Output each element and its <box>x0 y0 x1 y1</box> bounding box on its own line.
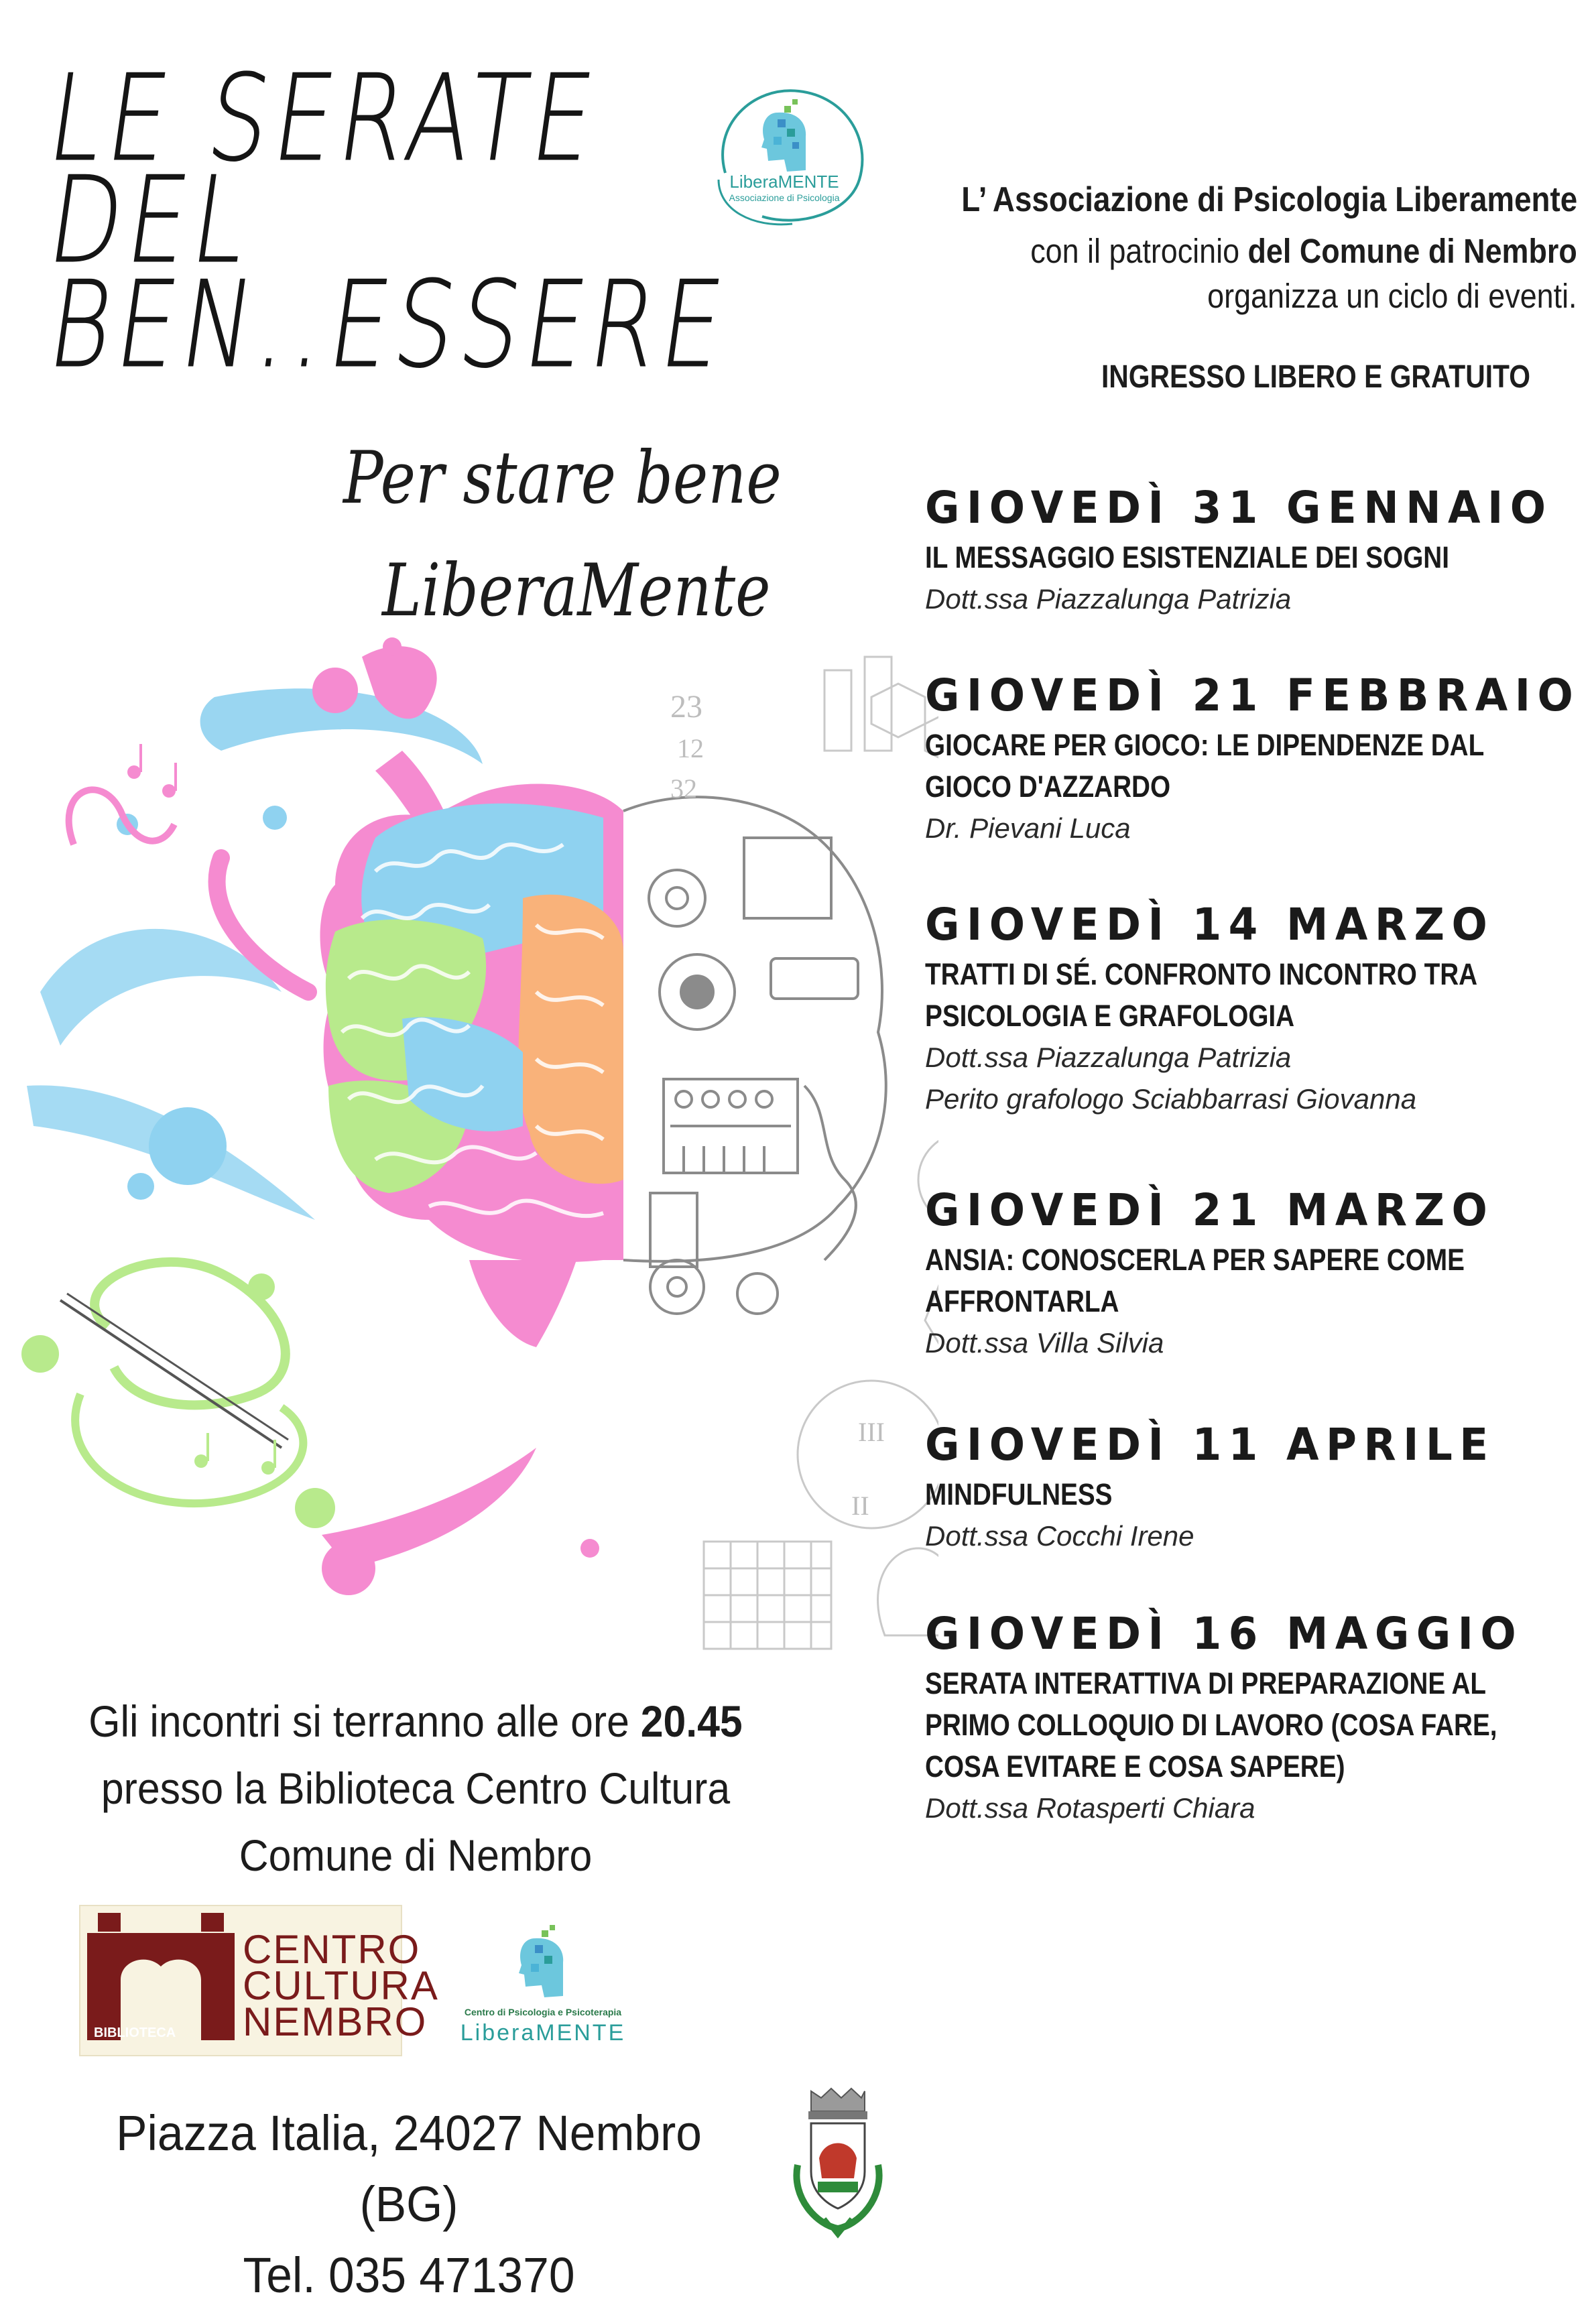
organizer-line-3: organizza un ciclo di eventi. <box>1207 277 1577 315</box>
event-speaker: Dott.ssa Piazzalunga Patrizia <box>925 582 1292 615</box>
logo-name: LiberaMENTE <box>729 172 839 192</box>
event-speaker: Dott.ssa Piazzalunga Patrizia <box>925 1041 1292 1073</box>
svg-text:23: 23 <box>670 689 702 725</box>
liberamente-small-logo <box>449 1925 637 2046</box>
event-speaker: Dott.ssa Villa Silvia <box>925 1326 1164 1359</box>
free-entry-label: INGRESSO LIBERO E GRATUITO <box>1101 359 1530 395</box>
event-1 <box>925 484 1569 620</box>
organizer-line-1: L’ Associazione di Psicologia Liberamente <box>961 180 1577 219</box>
event-date: GIOVEDÌ 21 FEBBRAIO <box>925 670 1581 721</box>
event-date: GIOVEDÌ 31 GENNAIO <box>925 482 1553 534</box>
event-title: GIOCARE PER GIOCO: LE DIPENDENZE DAL GIOCO D'AZZARDO <box>925 727 1484 804</box>
organizer-line-2-bold: del Comune di Nembro <box>1247 232 1577 270</box>
event-4 <box>925 1186 1569 1364</box>
title-line-2: DEL <box>41 151 262 290</box>
meeting-time: 20.45 <box>640 1696 743 1746</box>
event-title: SERATA INTERATTIVA DI PREPARAZIONE AL PRIMO COLLOQUIO DI LAVORO (COSA FARE, COSA EVITARE E COSA SAPERE) <box>925 1666 1497 1784</box>
event-date: GIOVEDÌ 16 MAGGIO <box>925 1608 1524 1660</box>
organizer-line-2 <box>1030 231 1577 271</box>
event-3 <box>925 901 1569 1120</box>
svg-text:III: III <box>858 1417 885 1447</box>
cc-line-1: CENTRO <box>243 1927 421 1972</box>
title-line-1: LE SERATE <box>41 49 608 188</box>
cc-line-2: CULTURA <box>243 1963 439 2008</box>
meeting-place-line: presso la Biblioteca Centro Cultura <box>101 1763 731 1813</box>
meeting-info <box>52 1688 780 1889</box>
liberamente-small-name: LiberaMENTE <box>460 2020 626 2046</box>
event-5 <box>925 1421 1569 1557</box>
subtitle-line-1: Per stare bene <box>343 436 782 520</box>
event-speaker: Dott.ssa Cocchi Irene <box>925 1519 1194 1552</box>
event-2 <box>925 670 1581 849</box>
event-title: IL MESSAGGIO ESISTENZIALE DEI SOGNI <box>925 540 1449 574</box>
meeting-town-line: Comune di Nembro <box>239 1830 593 1880</box>
liberamente-small-graphic <box>449 1925 637 2005</box>
phone-line: Tel. 035 471370 <box>243 2247 575 2303</box>
event-speaker: Dott.ssa Rotasperti Chiara <box>925 1792 1255 1824</box>
biblioteca-label: BIBLIOTECA <box>94 2025 176 2040</box>
centro-cultura-logo <box>79 1905 439 2056</box>
svg-text:32: 32 <box>670 773 697 804</box>
event-speaker: Dr. Pievani Luca <box>925 812 1131 844</box>
event-date: GIOVEDÌ 21 MARZO <box>925 1184 1495 1236</box>
coat-of-arms-icon <box>784 2084 892 2239</box>
logo-tagline: Associazione di Psicologia <box>729 192 840 203</box>
liberamente-logo <box>698 72 879 233</box>
meeting-time-line <box>52 1688 780 1755</box>
meeting-time-prefix: Gli incontri si terranno alle ore <box>88 1696 641 1746</box>
address-block <box>62 2098 755 2311</box>
event-title: MINDFULNESS <box>925 1477 1113 1511</box>
svg-text:II: II <box>851 1491 869 1521</box>
event-date: GIOVEDÌ 11 APRILE <box>925 1419 1495 1471</box>
brain-illustration <box>0 617 938 1676</box>
address-line: Piazza Italia, 24027 Nembro (BG) <box>116 2105 702 2232</box>
event-date: GIOVEDÌ 14 MARZO <box>925 899 1495 950</box>
subtitle-line-2: LiberaMente <box>382 549 771 633</box>
svg-text:12: 12 <box>677 733 704 763</box>
event-title: TRATTI DI SÉ. CONFRONTO INCONTRO TRA PSICOLOGIA E GRAFOLOGIA <box>925 956 1477 1033</box>
organizer-line-2-prefix: con il patrocinio <box>1030 232 1248 270</box>
title-line-3: BEN..ESSERE <box>41 255 737 394</box>
cc-line-3: NEMBRO <box>243 1999 428 2044</box>
event-title: ANSIA: CONOSCERLA PER SAPERE COME AFFRONTARLA <box>925 1242 1465 1318</box>
liberamente-logo-graphic <box>698 72 879 233</box>
liberamente-small-caption: Centro di Psicologia e Psicoterapia <box>464 2007 622 2017</box>
event-6 <box>925 1610 1569 1829</box>
event-speaker: Perito grafologo Sciabbarrasi Giovanna <box>925 1082 1417 1115</box>
